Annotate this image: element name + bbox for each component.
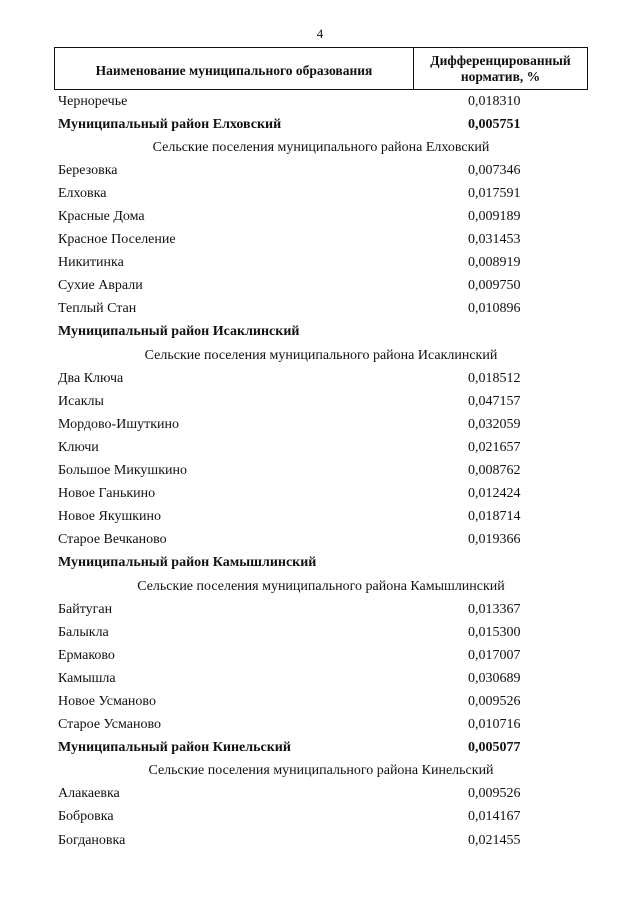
table-row: [54, 529, 588, 552]
table-row: [54, 436, 588, 459]
row-name: Мордово-Ишуткино: [58, 416, 180, 432]
row-name: Байтуган: [58, 601, 113, 617]
row-name: Муниципальный район Кинельский: [58, 740, 291, 756]
row-value: 0,047157: [468, 393, 521, 409]
row-value: 0,005751: [468, 116, 521, 132]
table-row: [54, 159, 588, 182]
row-value: 0,018310: [468, 93, 521, 109]
table-row: [54, 252, 588, 275]
row-value: 0,010716: [468, 717, 521, 733]
table-row: [54, 506, 588, 529]
row-name: Березовка: [58, 162, 118, 178]
row-name: Сельские поселения муниципального района Камышлинский: [137, 578, 505, 594]
section-subheader: [54, 575, 588, 598]
row-value: 0,008762: [468, 463, 521, 479]
row-value: 0,014167: [468, 809, 521, 825]
row-name: Новое Усманово: [58, 693, 156, 709]
row-name: Сельские поселения муниципального района Исаклинский: [144, 347, 498, 363]
row-name: Два Ключа: [58, 370, 124, 386]
row-value: 0,021657: [468, 439, 521, 455]
row-name: Ермаково: [58, 647, 115, 663]
row-name: Новое Ганькино: [58, 486, 156, 502]
district-row: [54, 113, 588, 136]
table-row: [54, 667, 588, 690]
row-name: Черноречье: [58, 93, 128, 109]
row-name: Никитинка: [58, 255, 124, 271]
row-name: Камышла: [58, 670, 116, 686]
table-row: [54, 483, 588, 506]
district-row: [54, 552, 588, 575]
row-name: Красное Поселение: [58, 232, 176, 248]
header-value-line1: Дифференцированный: [430, 52, 571, 68]
table-row: [54, 298, 588, 321]
row-value: 0,021455: [468, 832, 521, 848]
row-value: 0,030689: [468, 670, 521, 686]
row-name: Муниципальный район Елховский: [58, 116, 282, 132]
table-row: [54, 182, 588, 205]
row-value: 0,007346: [468, 162, 521, 178]
section-subheader: [54, 136, 588, 159]
table-body: [54, 90, 588, 852]
row-value: 0,017007: [468, 647, 521, 663]
table-row: [54, 806, 588, 829]
section-subheader: [54, 760, 588, 783]
table-header: [54, 47, 588, 90]
row-value: 0,008919: [468, 255, 521, 271]
row-name: Балыкла: [58, 624, 109, 640]
table-row: [54, 783, 588, 806]
table-row: [54, 367, 588, 390]
table-row: [54, 714, 588, 737]
row-name: Сельские поселения муниципального района Елховский: [152, 139, 490, 155]
district-row: [54, 737, 588, 760]
table-row: [54, 598, 588, 621]
row-name: Бобровка: [58, 809, 114, 825]
table-row: [54, 413, 588, 436]
row-name: Исаклы: [58, 393, 104, 409]
row-value: 0,018714: [468, 509, 521, 525]
row-name: Муниципальный район Исаклинский: [58, 324, 300, 340]
table-row: [54, 205, 588, 228]
table-row: [54, 90, 588, 113]
row-value: 0,032059: [468, 416, 521, 432]
table-row: [54, 621, 588, 644]
row-name: Большое Микушкино: [58, 463, 188, 479]
row-value: 0,009526: [468, 786, 521, 802]
row-name: Алакаевка: [58, 786, 120, 802]
header-value-line2: норматив, %: [460, 68, 541, 84]
table-row: [54, 390, 588, 413]
table-row: [54, 644, 588, 667]
table-row: [54, 829, 588, 852]
row-value: 0,009526: [468, 693, 521, 709]
row-name: Новое Якушкино: [58, 509, 162, 525]
section-subheader: [54, 344, 588, 367]
table-row: [54, 275, 588, 298]
row-name: Теплый Стан: [58, 301, 137, 317]
district-row: [54, 321, 588, 344]
row-name: Красные Дома: [58, 209, 145, 225]
row-value: 0,009189: [468, 209, 521, 225]
row-value: 0,010896: [468, 301, 521, 317]
row-value: 0,012424: [468, 486, 521, 502]
row-value: 0,013367: [468, 601, 521, 617]
row-value: 0,031453: [468, 232, 521, 248]
row-name: Сухие Аврали: [58, 278, 143, 294]
header-name-column: Наименование муниципального образования: [55, 48, 414, 89]
row-value: 0,019366: [468, 532, 521, 548]
row-value: 0,005077: [468, 740, 521, 756]
table-row: [54, 460, 588, 483]
page-number: 4: [316, 26, 324, 41]
row-name: Богдановка: [58, 832, 126, 848]
row-value: 0,015300: [468, 624, 521, 640]
header-value-column: [414, 48, 587, 89]
row-value: 0,009750: [468, 278, 521, 294]
row-name: Старое Усманово: [58, 717, 161, 733]
table-row: [54, 229, 588, 252]
row-value: 0,018512: [468, 370, 521, 386]
row-value: 0,017591: [468, 185, 521, 201]
row-name: Ключи: [58, 439, 99, 455]
row-name: Сельские поселения муниципального района Кинельский: [148, 763, 494, 779]
row-name: Старое Вечканово: [58, 532, 167, 548]
row-name: Муниципальный район Камышлинский: [58, 555, 317, 571]
table-row: [54, 690, 588, 713]
row-name: Елховка: [58, 185, 107, 201]
